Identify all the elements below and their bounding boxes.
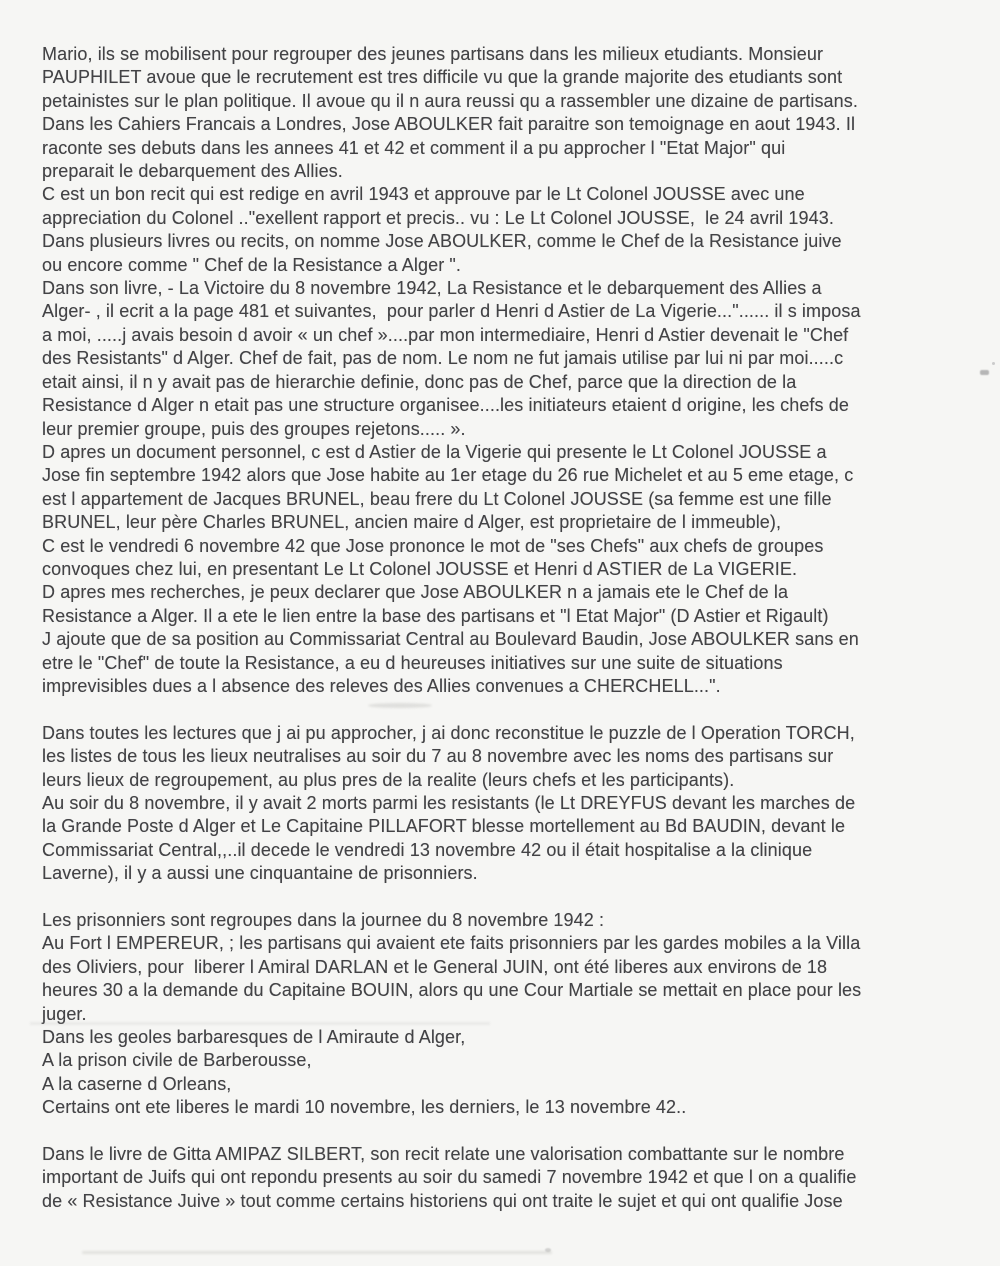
text-line: leur premier groupe, puis des groupes rejetons..... ». (42, 418, 466, 439)
text-line: C est un bon recit qui est redige en avril 1943 et approuve par le Lt Colonel JOUSSE avec une (42, 184, 805, 205)
text-line: Resistance d Alger n etait pas une structure organisee....les initiateurs etaient d origine, les chefs de (42, 395, 849, 416)
text-line: de « Resistance Juive » tout comme certains historiens qui ont traite le sujet et qui ont qualifie Jose (42, 1190, 843, 1211)
text-line: a moi, .....j avais besoin d avoir « un chef »....par mon intermediaire, Henri d Astier devenait le "Chef (42, 324, 849, 345)
text-line: Au Fort l EMPEREUR, ; les partisans qui avaient ete faits prisonniers par les gardes mobiles a la Villa (42, 933, 861, 954)
text-line: Laverne), il y a aussi une cinquantaine de prisonniers. (42, 863, 478, 884)
scan-smudge (82, 1251, 552, 1254)
paragraph-2 (42, 722, 957, 886)
text-line: raconte ses debuts dans les annees 41 et 42 et comment il a pu approcher l "Etat Major" qui (42, 137, 786, 158)
text-line: A la caserne d Orleans, (42, 1073, 232, 1094)
text-line: leurs lieux de regroupement, au plus pres de la realite (leurs chefs et les participants). (42, 769, 735, 790)
text-line: Resistance a Alger. Il a ete le lien entre la base des partisans et "l Etat Major" (D Astier et Rigault) (42, 605, 829, 626)
text-line: Jose fin septembre 1942 alors que Jose habite au 1er etage du 26 rue Michelet et au 5 eme etage, c (42, 465, 854, 486)
text-line: Alger- , il ecrit a la page 481 et suivantes, pour parler d Henri d Astier de La Vigerie..."...... il s imposa (42, 301, 861, 322)
text-line: Dans toutes les lectures que j ai pu approcher, j ai donc reconstitue le puzzle de l Operation TORCH, (42, 722, 855, 743)
text-line: Dans les Cahiers Francais a Londres, Jose ABOULKER fait paraitre son temoignage en aout 1943. Il (42, 114, 856, 135)
paragraph-3 (42, 909, 957, 1120)
paragraph-4 (42, 1143, 957, 1213)
text-line: ou encore comme " Chef de la Resistance a Alger ". (42, 254, 461, 275)
document-page (42, 43, 957, 1213)
text-line: imprevisibles dues a l absence des releves des Allies convenues a CHERCHELL...". (42, 675, 721, 696)
text-line: Dans plusieurs livres ou recits, on nomme Jose ABOULKER, comme le Chef de la Resistance juive (42, 231, 842, 252)
text-line: Commissariat Central,,..il decede le vendredi 13 novembre 42 ou il était hospitalise a la clinique (42, 839, 813, 860)
text-line: heures 30 a la demande du Capitaine BOUIN, alors qu une Cour Martiale se mettait en place pour les (42, 980, 862, 1001)
paragraph-1 (42, 43, 957, 698)
text-line: Dans son livre, - La Victoire du 8 novembre 1942, La Resistance et le debarquement des Allies a (42, 278, 822, 299)
text-line: Au soir du 8 novembre, il y avait 2 morts parmi les resistants (le Lt DREYFUS devant les marches de (42, 792, 856, 813)
text-line: PAUPHILET avoue que le recrutement est tres difficile vu que la grande majorite des etudiants sont (42, 67, 843, 88)
text-line: appreciation du Colonel .."exellent rapport et precis.. vu : Le Lt Colonel JOUSSE, le 24 avril 1943. (42, 207, 834, 228)
text-line: Certains ont ete liberes le mardi 10 novembre, les derniers, le 13 novembre 42.. (42, 1097, 687, 1118)
text-line: la Grande Poste d Alger et Le Capitaine PILLAFORT blesse mortellement au Bd BAUDIN, devant le (42, 816, 846, 837)
text-line: Dans les geoles barbaresques de l Amiraute d Alger, (42, 1027, 466, 1048)
text-line: D apres un document personnel, c est d Astier de la Vigerie qui presente le Lt Colonel JOUSSE a (42, 441, 827, 462)
text-line: preparait le debarquement des Allies. (42, 161, 343, 182)
text-line: juger. (42, 1003, 87, 1024)
text-line: important de Juifs qui ont repondu presents au soir du samedi 7 novembre 1942 et que l on a qualifie (42, 1167, 857, 1188)
text-line: est l appartement de Jacques BRUNEL, beau frere du Lt Colonel JOUSSE (sa femme est une fille (42, 488, 832, 509)
text-line: etre le "Chef" de toute la Resistance, a eu d heureuses initiatives sur une suite de situations (42, 652, 783, 673)
text-line: J ajoute que de sa position au Commissariat Central au Boulevard Baudin, Jose ABOULKER sans en (42, 629, 859, 650)
scan-speck (545, 1248, 551, 1252)
text-line: Mario, ils se mobilisent pour regrouper des jeunes partisans dans les milieux etudiants. Monsieur (42, 44, 824, 64)
text-line: les listes de tous les lieux neutralises au soir du 7 au 8 novembre avec les noms des partisans sur (42, 746, 834, 767)
text-line: Dans le livre de Gitta AMIPAZ SILBERT, son recit relate une valorisation combattante sur le nombre (42, 1144, 845, 1165)
text-line: des Resistants" d Alger. Chef de fait, pas de nom. Le nom ne fut jamais utilise par lui ni par moi.....c (42, 348, 844, 369)
text-line: D apres mes recherches, je peux declarer que Jose ABOULKER n a jamais ete le Chef de la (42, 582, 789, 603)
scan-speck (992, 362, 995, 365)
text-line: convoques chez lui, en presentant Le Lt Colonel JOUSSE et Henri d ASTIER de La VIGERIE. (42, 558, 798, 579)
text-line: petainistes sur le plan politique. Il avoue qu il n aura reussi qu a rassembler une dizaine de partisans. (42, 90, 858, 111)
text-line: BRUNEL, leur père Charles BRUNEL, ancien maire d Alger, est proprietaire de l immeuble), (42, 512, 782, 533)
text-line: etait ainsi, il n y avait pas de hierarchie definie, donc pas de Chef, parce que la direction de la (42, 371, 797, 392)
text-line: A la prison civile de Barberousse, (42, 1050, 312, 1071)
scan-speck (980, 370, 989, 375)
text-line: des Oliviers, pour liberer l Amiral DARLAN et le General JUIN, ont été liberes aux environs de 18 (42, 956, 828, 977)
text-line: C est le vendredi 6 novembre 42 que Jose prononce le mot de "ses Chefs" aux chefs de groupes (42, 535, 824, 556)
text-line: Les prisonniers sont regroupes dans la journee du 8 novembre 1942 : (42, 910, 605, 930)
